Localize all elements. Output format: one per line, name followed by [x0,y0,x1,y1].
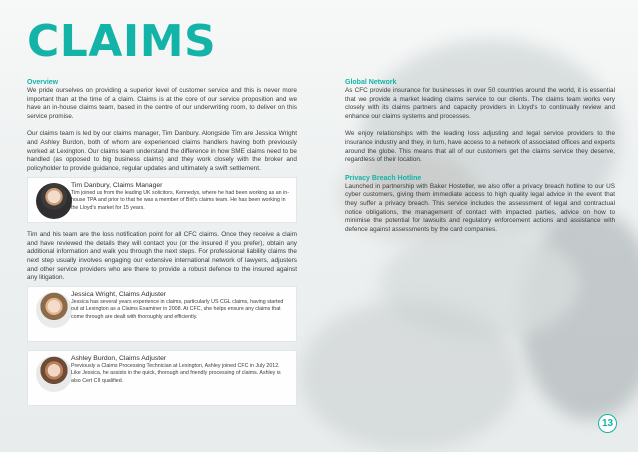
profile-bio: Tim joined us from the leading UK solicitors, Kennedys, where he had been working as an in-house TPA and prior to that he was a member of Brit's claims team. He has been working in the Lloyd's market for 15 years. [71,189,289,211]
overview-paragraph: We pride ourselves on providing a superior level of customer service and this is never more important than at the time of a claim. Claims is at the core of our service proposition and we have an in-house claims team, based in the centre of our underwriting room, to deliver on this service promise. [27,87,297,121]
profile-name: Ashley Burdon, Claims Adjuster [71,355,167,363]
global-network-paragraph: As CFC provide insurance for businesses in over 50 countries around the world, it is essential that we provide a market leading claims service to our clients. The claims team works very closely with its claims partners and capacity providers in Lloyd's to continually review and enhance our claims systems and processes. [345,87,615,121]
profile-text [71,354,290,385]
global-network-heading: Global Network [345,79,397,86]
right-column [345,78,615,243]
privacy-breach-heading: Privacy Breach Hotline [345,174,422,182]
team-paragraph: Our claims team is led by our claims manager, Tim Danbury. Alongside Tim are Jessica Wright and Ashley Burdon, both of whom are experienced claims handlers having both previously worked at Lexington. Our claims team understand the difference in how SME claims need to be handled (as opposed to big business claims) and they work closely with the broker and policyholder to provide guidance, regular updates and ultimately a swift settlement. [27,130,297,173]
avatar [36,356,72,392]
page-number: 13 [598,414,617,433]
profile-card-jessica [27,286,297,342]
avatar [36,292,72,328]
profile-bio: Previously a Claims Processing Technician at Lexington, Ashley joined CFC in July 2012. Like Jessica, he assists in the quick, thorough and friendly processing of claims. Ashley is also Cert CII qualified. [71,363,281,384]
process-paragraph: Tim and his team are the loss notification point for all CFC claims. Once they receive a claim and have reviewed the details they will contact you (or the insured if you prefer), obtain any additional information and walk you through the next steps. For professional liability claims the next step usually involves engaging our extensive international network of lawyers, adjusters and other service providers who are there to provide a robust defence to the insured against any litigation. [27,230,297,282]
profile-text [71,181,290,212]
page-title: CLAIMS [27,16,217,67]
avatar [36,183,72,219]
profile-card-tim [27,177,297,223]
profile-text [71,290,290,321]
privacy-breach-paragraph: Launched in partnership with Baker Hostetler, we also offer a privacy breach hotline to our US cyber customers, giving them immediate access to high quality legal advice in the event that they suffer a privacy breach. This service includes the assessment of legal and contractual notice obligations, the management of contact with impacted parties, advice on how to minimise the potential for lawsuits and regulatory enforcement actions and assistance with defence against assessments by the card companies. [345,182,615,234]
overview-heading: Overview [27,79,59,86]
profile-name: Jessica Wright, Claims Adjuster [71,291,167,299]
profile-bio: Jessica has several years experience in claims, particularly US CGL claims, having started out at Lexington as a Claims Examiner in 2008. At CFC, she helps ensure any claims that come through are dealt with thoroughly and efficiently. [71,299,284,320]
left-column [27,78,297,414]
profile-card-ashley [27,350,297,406]
photo-shape [300,300,520,450]
profile-name: Tim Danbury, Claims Manager [71,181,163,189]
relationships-paragraph: We enjoy relationships with the leading loss adjusting and legal service providers to the insurance industry and they, in turn, have access to a network of associated offices and experts around the globe. This means that all of our customers get the claims service they deserve, regardless of their location. [345,130,615,164]
